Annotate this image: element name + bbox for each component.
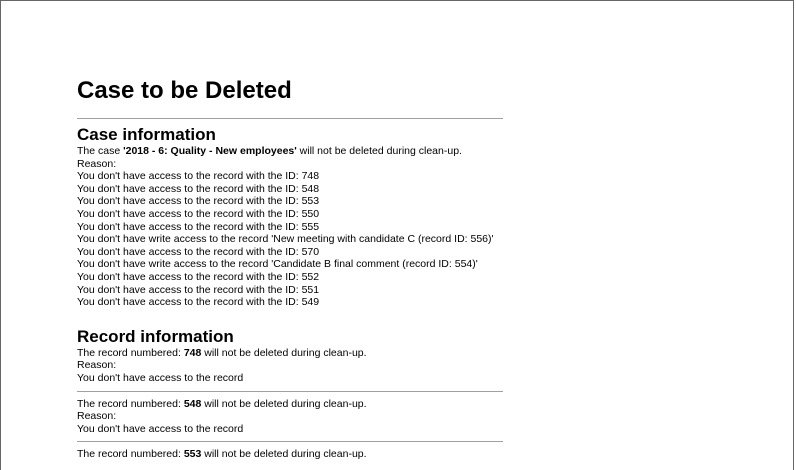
record-divider xyxy=(77,441,503,442)
record-suffix: will not be deleted during clean-up. xyxy=(201,346,367,359)
case-reason: You don't have access to the record with the ID: 549 xyxy=(77,296,320,309)
record-id: 748 xyxy=(183,346,202,359)
case-intro-suffix: will not be deleted during clean-up. xyxy=(296,145,462,157)
record-suffix: will not be deleted during clean-up. xyxy=(201,448,367,461)
record-line xyxy=(77,448,503,461)
record-id: 548 xyxy=(183,397,202,410)
record-reason: You don't have access to the record xyxy=(77,422,244,435)
case-reason: You don't have write access to the record 'Candidate B final comment (record ID: 554)' xyxy=(77,258,478,271)
case-reason: You don't have write access to the record 'New meeting with candidate C (record ID: 556)' xyxy=(77,233,494,246)
case-reason: You don't have access to the record with the ID: 553 xyxy=(77,195,320,208)
record-line xyxy=(77,347,503,360)
record-info-heading: Record information xyxy=(77,326,234,346)
case-info-heading: Case information xyxy=(77,125,216,144)
case-reason: You don't have access to the record with the ID: 551 xyxy=(77,283,320,296)
case-reason: You don't have access to the record with the ID: 570 xyxy=(77,245,320,258)
title-divider xyxy=(77,118,503,119)
case-reason: You don't have access to the record with the ID: 748 xyxy=(77,170,320,183)
record-suffix: will not be deleted during clean-up. xyxy=(201,397,367,410)
case-reason: You don't have access to the record with the ID: 555 xyxy=(77,220,320,233)
case-reason-label: Reason: xyxy=(77,157,117,170)
page-title: Case to be Deleted xyxy=(77,77,292,104)
record-prefix: The record numbered: xyxy=(77,448,184,461)
case-name: '2018 - 6: Quality - New employees' xyxy=(123,145,297,157)
record-reason: You don't have access to the record xyxy=(77,371,244,384)
case-intro xyxy=(77,145,503,158)
record-prefix: The record numbered: xyxy=(77,346,184,359)
case-reason: You don't have access to the record with the ID: 548 xyxy=(77,182,320,195)
record-id: 553 xyxy=(183,448,202,461)
record-reason-label: Reason: xyxy=(77,359,117,372)
case-intro-prefix: The case xyxy=(77,145,124,157)
case-reason: You don't have access to the record with the ID: 550 xyxy=(77,207,320,220)
record-block xyxy=(77,398,503,436)
document-content xyxy=(77,76,503,461)
record-block xyxy=(77,347,503,385)
record-prefix: The record numbered: xyxy=(77,397,184,410)
record-divider xyxy=(77,391,503,392)
record-block xyxy=(77,448,503,461)
record-reason-label: Reason: xyxy=(77,410,117,423)
record-line xyxy=(77,398,503,411)
case-reason: You don't have access to the record with the ID: 552 xyxy=(77,270,320,283)
